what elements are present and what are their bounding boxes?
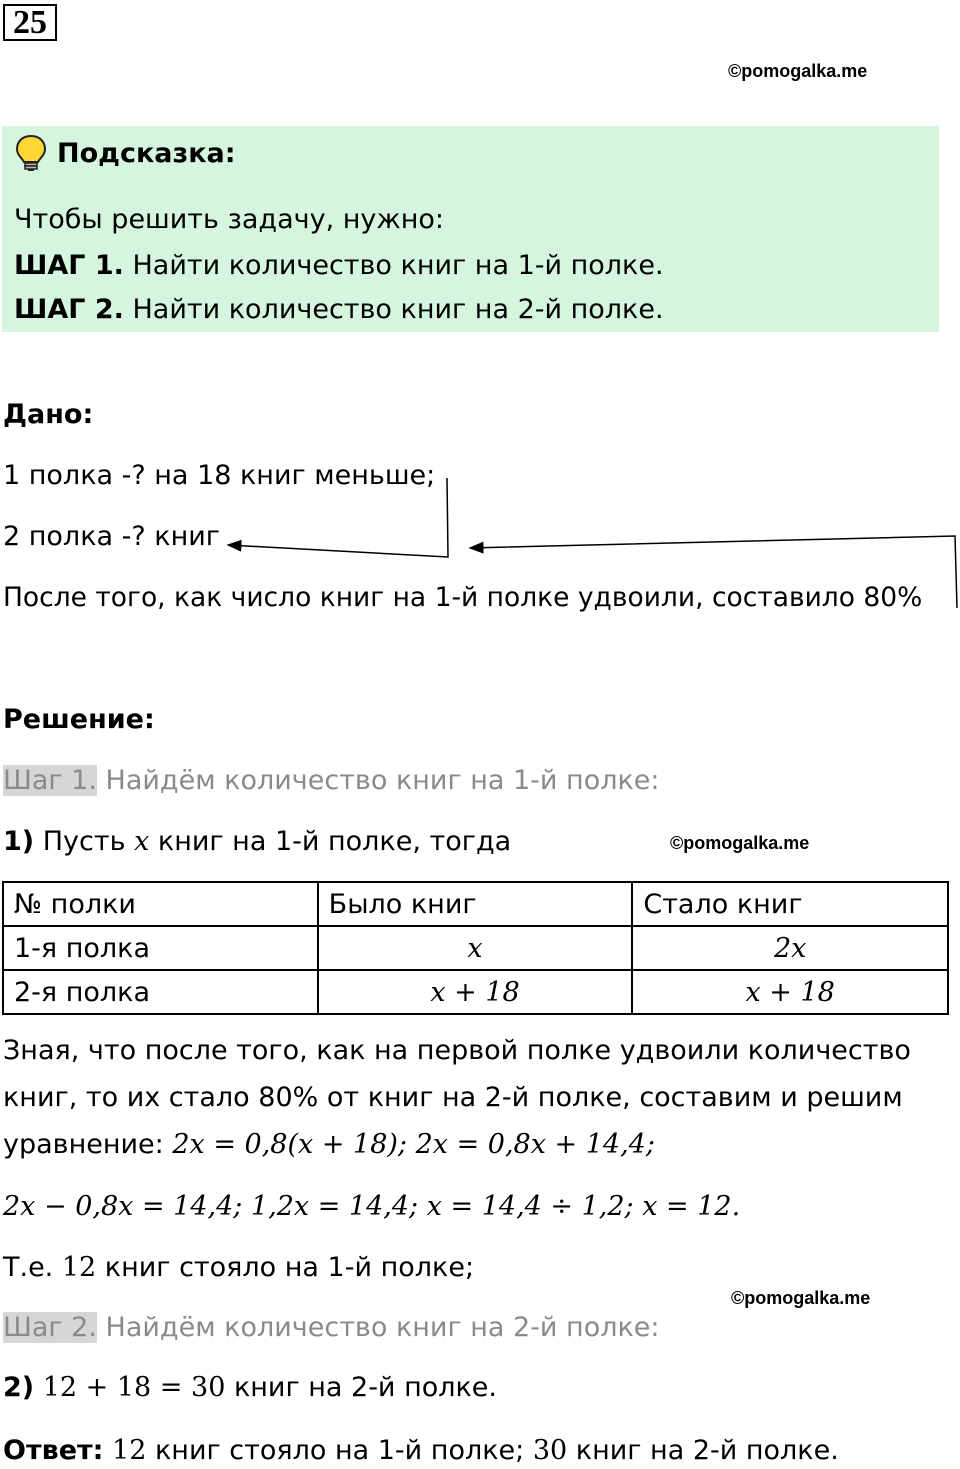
table-row [3,926,948,970]
table-cell: x + 18 [318,970,633,1014]
explanation-line-3: уравнение: 2x = 0,8(x + 18); 2x = 0,8x + 14,4; [3,1129,655,1160]
table-row [3,970,948,1014]
table-header-row [3,882,948,926]
watermark-bottom: ©pomogalka.me [731,1288,871,1308]
hint-step-2: ШАГ 2. Найти количество книг на 2-й полке. [14,294,664,325]
table-cell: x [318,926,633,970]
header-cell: № полки [3,882,318,926]
given-line-3: После того, как число книг на 1-й полке удвоили, составило 80% [3,582,923,613]
table-cell: 2x [632,926,948,970]
header-cell: Было книг [318,882,633,926]
table-cell: 1-я полка [3,926,318,970]
step-1-heading: Шаг 1. Найдём количество книг на 1-й полке: [3,765,660,796]
shelves-table [2,881,949,1015]
hint-intro: Чтобы решить задачу, нужно: [14,204,444,235]
explanation-line-2: книг, то их стало 80% от книг на 2-й полке, составим и решим [3,1082,903,1113]
header-cell: Стало книг [632,882,948,926]
task-number: 25 [3,4,57,41]
explanation-line-1: Зная, что после того, как на первой полке удвоили количество [3,1035,911,1066]
equation-line: 2x − 0,8x = 14,4; 1,2x = 14,4; x = 14,4 ÷ 1,2; x = 12. [3,1191,741,1222]
answer-line: Ответ: 12 книг стояло на 1-й полке; 30 книг на 2-й полке. [3,1435,839,1466]
table-cell: x + 18 [632,970,948,1014]
arrow-2 [470,536,957,608]
relation-arrows [0,0,960,620]
solution-title: Решение: [3,704,155,735]
given-line-1: 1 полка -? на 18 книг меньше; [3,460,436,491]
given-title: Дано: [3,399,94,430]
result-line: Т.е. 12 книг стояло на 1-й полке; [3,1252,475,1283]
watermark-top: ©pomogalka.me [728,61,868,81]
arrow-1 [228,478,448,557]
hint-title: Подсказка: [57,138,236,169]
hint-step-1: ШАГ 1. Найти количество книг на 1-й полке. [14,250,664,281]
step-1-point: 1) Пусть x книг на 1-й полке, тогда [3,826,512,857]
table-cell: 2-я полка [3,970,318,1014]
step-2-point: 2) 12 + 18 = 30 книг на 2-й полке. [3,1372,497,1403]
step-2-heading: Шаг 2. Найдём количество книг на 2-й полке: [3,1312,660,1343]
watermark-middle: ©pomogalka.me [670,833,810,853]
given-line-2: 2 полка -? книг [3,521,220,552]
